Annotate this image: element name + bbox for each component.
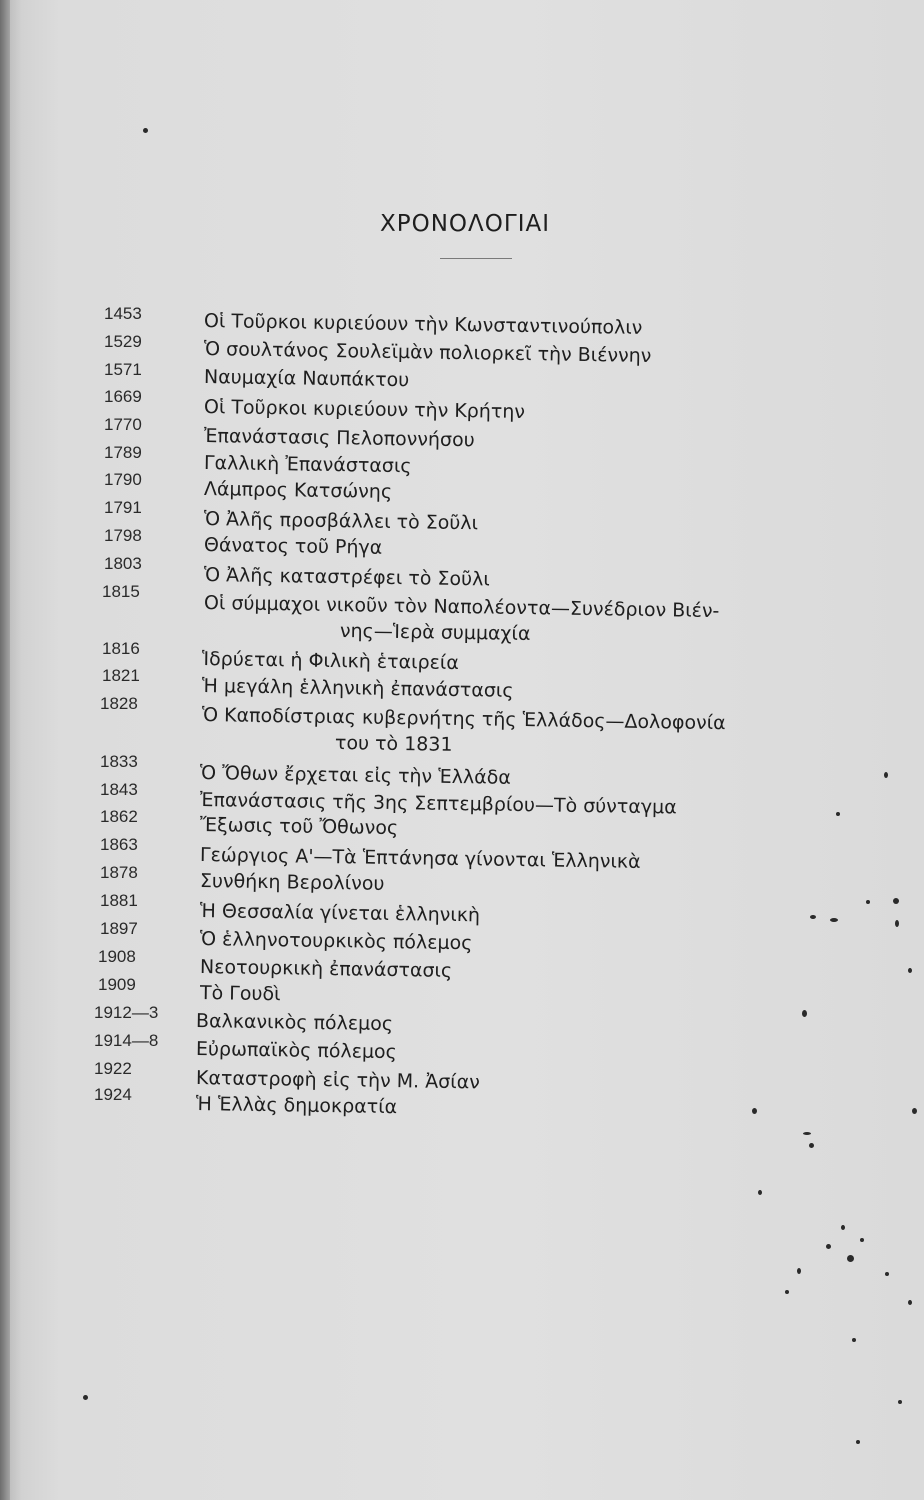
entry-year: 1914—8 — [94, 1031, 159, 1050]
entry-year: 1798 — [104, 526, 142, 545]
entry-event: Ὁ Ἀλῆς καταστρέφει τὸ Σοῦλι — [203, 564, 490, 591]
entry-event: Ἡ Θεσσαλία γίνεται ἑλληνικὴ — [199, 900, 481, 927]
entry-event: Τὸ Γουδὶ — [199, 982, 281, 1006]
entry-event: Γαλλικὴ Ἐπανάστασις — [203, 452, 412, 478]
entry-year: 1815 — [102, 582, 140, 601]
entry-event: Ἱδρύεται ἡ Φιλικὴ ἑταιρεία — [201, 648, 460, 675]
entry-event-continuation: νης—Ἱερὰ συμμαχία — [339, 620, 531, 645]
entry-year: 1909 — [98, 975, 136, 994]
entry-event: Εὐρωπαϊκὸς πόλεμος — [195, 1038, 397, 1064]
entry-event: Ναυμαχία Ναυπάκτου — [203, 366, 410, 392]
entry-event: Ὁ Καποδίστριας κυβερνήτης τῆς Ἑλλάδος—Δολοφονία — [201, 704, 726, 735]
entry-event: Λάμπρος Κατσώνης — [203, 478, 393, 503]
entry-year: 1924 — [94, 1085, 132, 1104]
entry-event-continuation: του τὸ 1831 — [334, 732, 453, 756]
entry-event: Ὁ σουλτάνος Σουλεϊμὰν πολιορκεῖ τὴν Βιέννην — [203, 338, 652, 368]
entry-year: 1571 — [104, 360, 142, 379]
entry-event: Θάνατος τοῦ Ρήγα — [203, 534, 383, 559]
entry-year: 1881 — [100, 891, 138, 910]
entry-event: Ἔξωσις τοῦ Ὄθωνος — [199, 814, 399, 840]
entry-year: 1816 — [102, 639, 140, 658]
entry-event: Καταστροφὴ εἰς τὴν Μ. Ἀσίαν — [195, 1067, 480, 1094]
entry-year: 1821 — [102, 666, 140, 685]
entry-event: Βαλκανικὸς πόλεμος — [195, 1010, 394, 1036]
entry-year: 1669 — [104, 387, 142, 406]
entry-event: Ὁ Ἀλῆς προσβάλλει τὸ Σοῦλι — [203, 508, 479, 535]
entry-year: 1453 — [104, 304, 142, 323]
entry-year: 1843 — [100, 780, 138, 799]
entry-year: 1789 — [104, 443, 142, 462]
entry-event: Ἡ μεγάλη ἑλληνικὴ ἐπανάστασις — [201, 675, 514, 702]
entry-event: Ἡ Ἑλλὰς δημοκρατία — [195, 1093, 398, 1119]
entry-event: Ὁ Ὄθων ἔρχεται εἰς τὴν Ἑλλάδα — [199, 762, 512, 789]
entry-year: 1803 — [104, 554, 142, 573]
entry-year: 1878 — [100, 863, 138, 882]
entry-event: Οἱ Τοῦρκοι κυριεύουν τὴν Κρήτην — [203, 396, 526, 424]
entry-year: 1922 — [94, 1059, 132, 1078]
entry-year: 1833 — [100, 752, 138, 771]
entry-event: Νεοτουρκικὴ ἐπανάστασις — [199, 956, 453, 982]
entry-event: Ἐπανάστασις Πελοποννήσου — [203, 425, 475, 452]
entry-year: 1790 — [104, 470, 142, 489]
entry-year: 1770 — [104, 415, 142, 434]
entry-year: 1828 — [100, 694, 138, 713]
entry-year: 1908 — [98, 947, 136, 966]
entry-year: 1863 — [100, 835, 138, 854]
entry-year: 1897 — [100, 919, 138, 938]
entry-event: Ὁ ἑλληνοτουρκικὸς πόλεμος — [199, 928, 473, 955]
entry-year: 1791 — [104, 498, 142, 517]
entry-year: 1862 — [100, 807, 138, 826]
entry-event: Γεώργιος Α'—Τὰ Ἑπτάνησα γίνονται Ἑλληνικὰ — [199, 844, 641, 873]
entry-event: Οἱ σύμμαχοι νικοῦν τὸν Ναπολέοντα—Συνέδριον Βιέν- — [203, 592, 720, 623]
entry-event: Συνθήκη Βερολίνου — [199, 870, 385, 895]
page-title: ΧΡΟΝΟΛΟΓΙΑΙ — [380, 211, 550, 237]
entry-year: 1529 — [104, 332, 142, 351]
entry-event: Οἱ Τοῦρκοι κυριεύουν τὴν Κωνσταντινούπολιν — [203, 310, 643, 339]
entry-event: Ἐπανάστασις τῆς 3ης Σεπτεμβρίου—Τὸ σύνταγμα — [199, 789, 677, 819]
entry-year: 1912—3 — [94, 1003, 159, 1022]
